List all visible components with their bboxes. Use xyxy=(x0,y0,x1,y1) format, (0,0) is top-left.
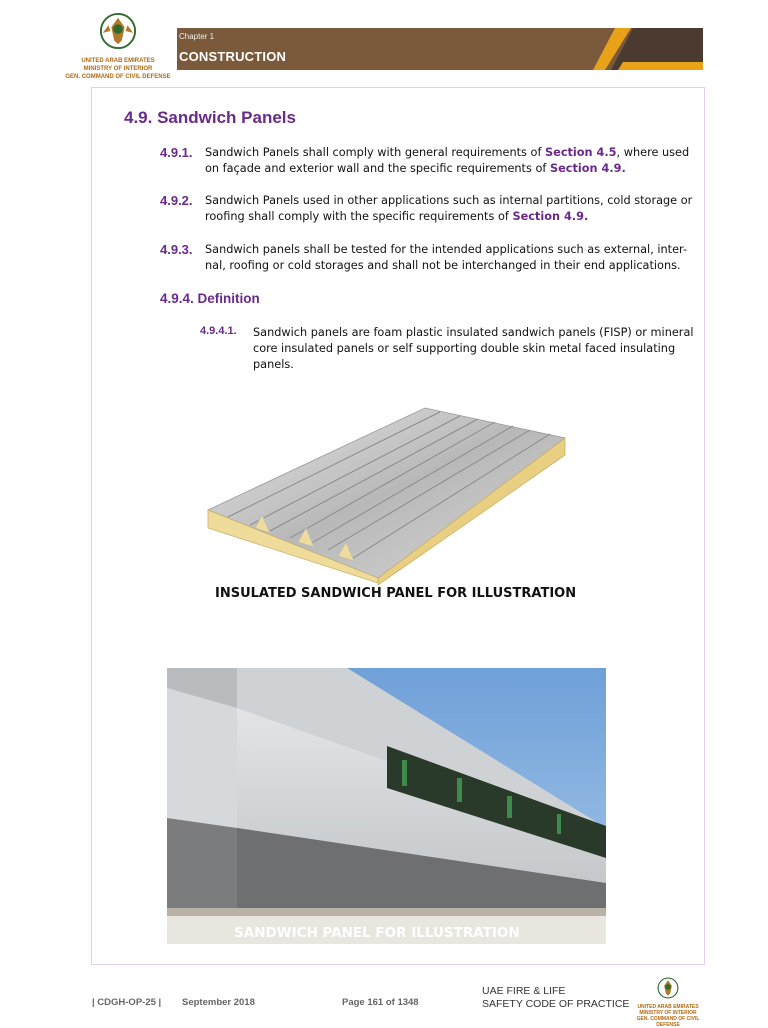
section-title: 4.9. Sandwich Panels xyxy=(124,108,296,127)
page-number: Page 161 of 1348 xyxy=(342,997,419,1008)
clause-number: 4.9.3. xyxy=(160,242,193,257)
figure-caption: INSULATED SANDWICH PANEL FOR ILLUSTRATION xyxy=(215,586,577,601)
org-line: GEN. COMMAND OF CIVIL DEFENSE xyxy=(65,74,171,80)
chapter-banner xyxy=(177,28,703,70)
section-link[interactable]: Section 4.9. xyxy=(512,210,589,223)
clause-text: Sandwich Panels shall comply with general requirements of xyxy=(205,146,546,159)
falcon-emblem-icon xyxy=(657,977,679,999)
ministry-logo xyxy=(58,12,178,81)
org-line: MINISTRY OF INTERIOR xyxy=(639,1010,697,1016)
clause-4-9-3 xyxy=(160,242,705,274)
falcon-emblem-icon xyxy=(99,12,137,50)
code-title-line: SAFETY CODE OF PRACTICE xyxy=(482,998,630,1010)
clause-text: Sandwich Panels used in other applications such as internal partitions, cold storage or roofing shall comply with the specific requirements of xyxy=(205,194,693,223)
clause-number: 4.9.2. xyxy=(160,193,193,208)
clause-4-9-4-1 xyxy=(200,325,703,373)
publication-date: September 2018 xyxy=(182,997,255,1008)
clause-text: Sandwich panels are foam plastic insulated sandwich panels (FISP) or mineral core insulated panels or self supporting double skin metal faced insulating panels. xyxy=(253,326,694,371)
building-photo xyxy=(167,668,606,944)
org-line: GEN. COMMAND OF CIVIL DEFENSE xyxy=(636,1016,700,1028)
chapter-title: CONSTRUCTION xyxy=(179,49,287,64)
banner-decoration-icon xyxy=(593,28,703,70)
section-link[interactable]: Section 4.5 xyxy=(545,146,617,159)
doc-code: | CDGH-OP-25 | xyxy=(92,997,162,1008)
clause-4-9-2 xyxy=(160,193,705,225)
footer-logo xyxy=(628,977,708,1028)
code-title xyxy=(482,985,629,1011)
clause-4-9-1 xyxy=(160,145,705,177)
sandwich-panel-illustration xyxy=(200,400,570,585)
chapter-label: Chapter 1 xyxy=(179,32,215,41)
figure-caption: SANDWICH PANEL FOR ILLUSTRATION xyxy=(234,925,520,941)
clause-text: Sandwich panels shall be tested for the intended applications such as external, inter-nal, roofing or cold storages and shall not be interchanged in their end applications. xyxy=(205,243,688,272)
org-line: UNITED ARAB EMIRATES xyxy=(637,1004,699,1010)
code-title-line: UAE FIRE & LIFE xyxy=(482,985,566,997)
org-line: UNITED ARAB EMIRATES xyxy=(81,58,155,64)
definition-heading: 4.9.4. Definition xyxy=(160,291,260,306)
section-link[interactable]: Section 4.9. xyxy=(549,162,626,175)
clause-number: 4.9.1. xyxy=(160,145,193,160)
org-line: MINISTRY OF INTERIOR xyxy=(83,66,153,72)
clause-number: 4.9.4.1. xyxy=(200,325,237,337)
clause-text: , where used on façade and exterior wall and the specific requirements of xyxy=(205,146,690,175)
